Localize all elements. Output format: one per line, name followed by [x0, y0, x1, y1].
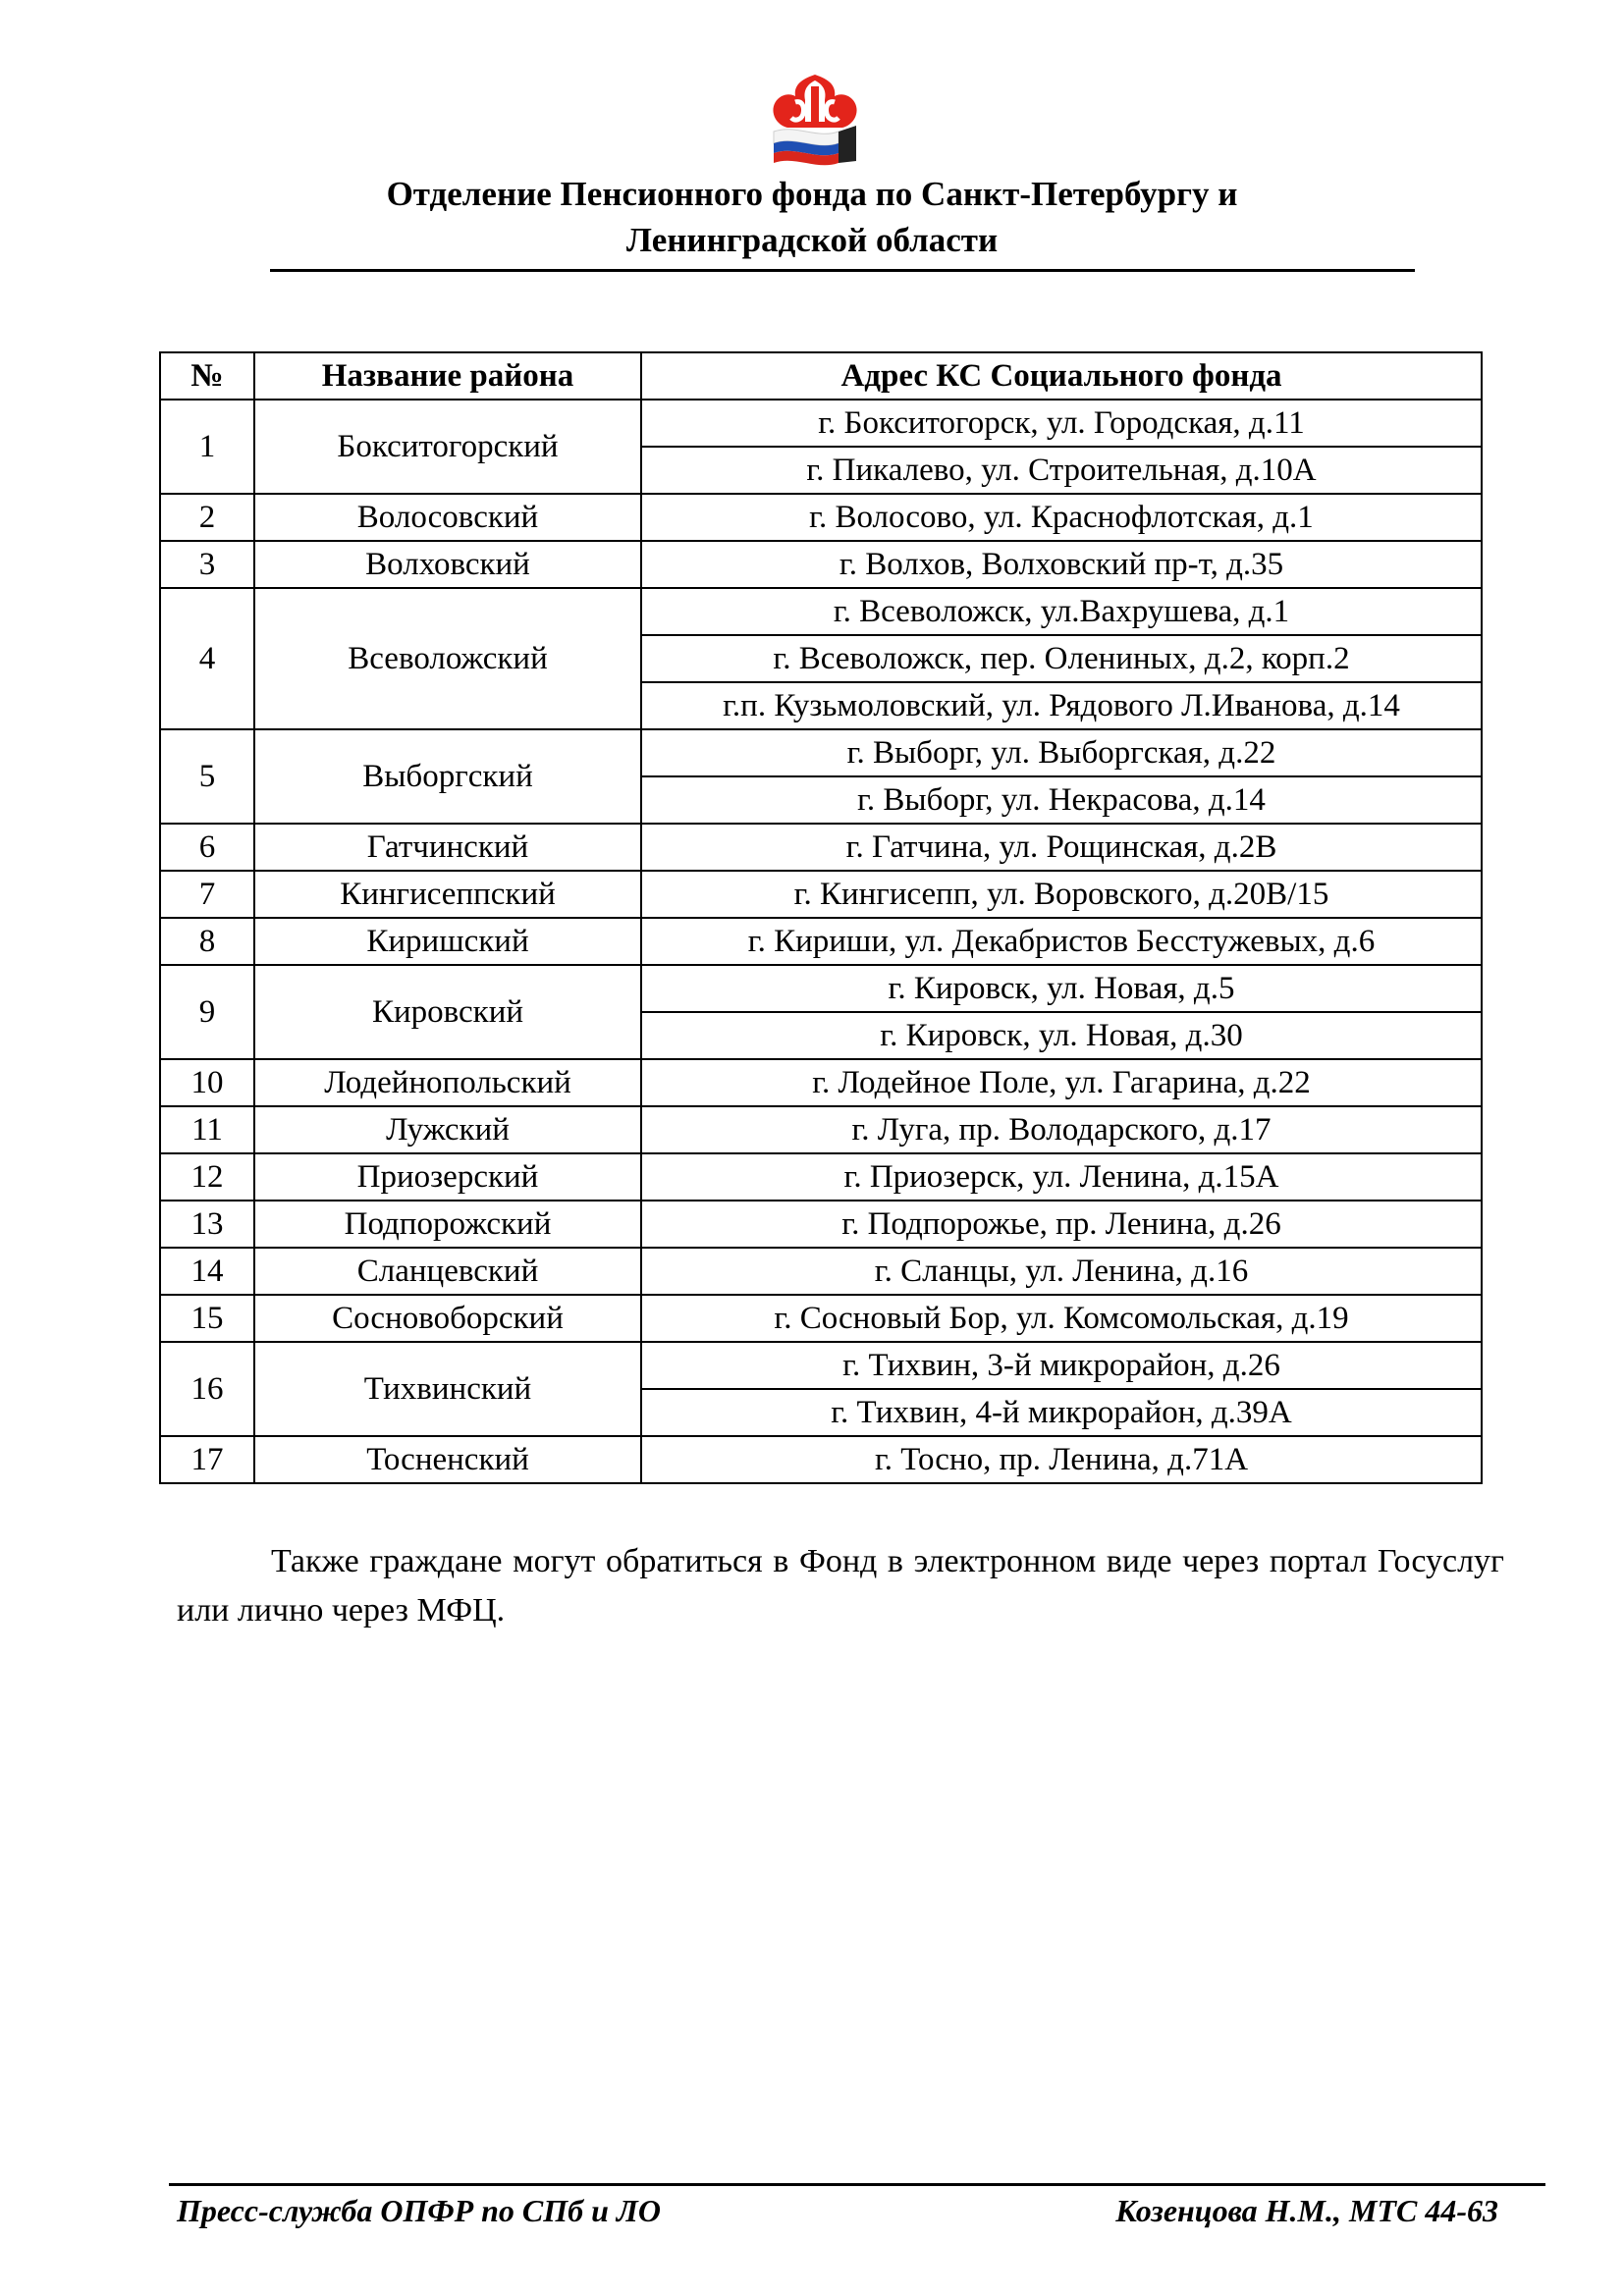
page-title: Отделение Пенсионного фонда по Санкт-Петербургу и Ленинградской области [386, 175, 1238, 259]
district-name: Подпорожский [254, 1201, 641, 1248]
row-number: 7 [160, 871, 254, 918]
district-name: Бокситогорский [254, 400, 641, 494]
table-row [160, 1106, 1482, 1153]
row-number: 8 [160, 918, 254, 965]
office-address: г. Тихвин, 3-й микрорайон, д.26 [641, 1342, 1482, 1389]
office-address: г. Волхов, Волховский пр-т, д.35 [641, 541, 1482, 588]
office-address: г. Подпорожье, пр. Ленина, д.26 [641, 1201, 1482, 1248]
district-name: Приозерский [254, 1153, 641, 1201]
table-row [160, 1342, 1482, 1389]
office-address: г. Кириши, ул. Декабристов Бесстужевых, д.6 [641, 918, 1482, 965]
table-row [160, 1201, 1482, 1248]
office-address: г. Пикалево, ул. Строительная, д.10А [641, 447, 1482, 494]
office-address: г. Волосово, ул. Краснофлотская, д.1 [641, 494, 1482, 541]
row-number: 1 [160, 400, 254, 494]
office-address: г. Сосновый Бор, ул. Комсомольская, д.19 [641, 1295, 1482, 1342]
office-address: г. Выборг, ул. Некрасова, д.14 [641, 776, 1482, 824]
district-name: Киришский [254, 918, 641, 965]
row-number: 12 [160, 1153, 254, 1201]
office-address: г. Сланцы, ул. Ленина, д.16 [641, 1248, 1482, 1295]
column-header-district: Название района [254, 352, 641, 400]
row-number: 11 [160, 1106, 254, 1153]
footer-press-service: Пресс-служба ОПФР по СПб и ЛО [177, 2193, 661, 2228]
table-row [160, 1153, 1482, 1201]
district-name: Выборгский [254, 729, 641, 824]
row-number: 15 [160, 1295, 254, 1342]
row-number: 6 [160, 824, 254, 871]
offices-table [159, 351, 1483, 1484]
table-row [160, 824, 1482, 871]
office-address: г. Тихвин, 4-й микрорайон, д.39А [641, 1389, 1482, 1436]
row-number: 16 [160, 1342, 254, 1436]
footer-divider [169, 2183, 1545, 2186]
table-row [160, 871, 1482, 918]
row-number: 4 [160, 588, 254, 729]
district-name: Тосненский [254, 1436, 641, 1483]
row-number: 10 [160, 1059, 254, 1106]
row-number: 17 [160, 1436, 254, 1483]
note-paragraph: Также граждане могут обратиться в Фонд в электронном виде через портал Госуслуг или лично через МФЦ. [177, 1543, 1504, 1629]
office-address: г.п. Кузьмоловский, ул. Рядового Л.Иванова, д.14 [641, 682, 1482, 729]
table-row [160, 965, 1482, 1012]
table-row [160, 729, 1482, 776]
district-name: Сланцевский [254, 1248, 641, 1295]
row-number: 2 [160, 494, 254, 541]
row-number: 13 [160, 1201, 254, 1248]
office-address: г. Выборг, ул. Выборгская, д.22 [641, 729, 1482, 776]
table-row [160, 918, 1482, 965]
table-row [160, 400, 1482, 447]
district-name: Лодейнопольский [254, 1059, 641, 1106]
footer-contact: Козенцова Н.М., МТС 44-63 [1115, 2193, 1498, 2228]
table-row [160, 494, 1482, 541]
office-address: г. Гатчина, ул. Рощинская, д.2В [641, 824, 1482, 871]
row-number: 14 [160, 1248, 254, 1295]
office-address: г. Приозерск, ул. Ленина, д.15А [641, 1153, 1482, 1201]
district-name: Всеволожский [254, 588, 641, 729]
column-header-number: № [160, 352, 254, 400]
office-address: г. Луга, пр. Володарского, д.17 [641, 1106, 1482, 1153]
office-address: г. Всеволожск, ул.Вахрушева, д.1 [641, 588, 1482, 635]
district-name: Кировский [254, 965, 641, 1059]
table-row [160, 1059, 1482, 1106]
table-header-row [160, 352, 1482, 400]
table-row [160, 541, 1482, 588]
office-address: г. Кировск, ул. Новая, д.30 [641, 1012, 1482, 1059]
office-address: г. Лодейное Поле, ул. Гагарина, д.22 [641, 1059, 1482, 1106]
office-address: г. Бокситогорск, ул. Городская, д.11 [641, 400, 1482, 447]
office-address: г. Кировск, ул. Новая, д.5 [641, 965, 1482, 1012]
office-address: г. Кингисепп, ул. Воровского, д.20В/15 [641, 871, 1482, 918]
district-name: Волосовский [254, 494, 641, 541]
table-body [160, 400, 1482, 1483]
table-row [160, 1248, 1482, 1295]
header-divider [270, 269, 1415, 272]
row-number: 3 [160, 541, 254, 588]
district-name: Тихвинский [254, 1342, 641, 1436]
pfr-logo-icon [766, 67, 864, 169]
column-header-address: Адрес КС Социального фонда [641, 352, 1482, 400]
row-number: 5 [160, 729, 254, 824]
office-address: г. Всеволожск, пер. Олениных, д.2, корп.2 [641, 635, 1482, 682]
district-name: Волховский [254, 541, 641, 588]
row-number: 9 [160, 965, 254, 1059]
table-row [160, 1295, 1482, 1342]
table-row [160, 1436, 1482, 1483]
district-name: Кингисеппский [254, 871, 641, 918]
district-name: Лужский [254, 1106, 641, 1153]
district-name: Гатчинский [254, 824, 641, 871]
table-row [160, 588, 1482, 635]
office-address: г. Тосно, пр. Ленина, д.71А [641, 1436, 1482, 1483]
district-name: Сосновоборский [254, 1295, 641, 1342]
